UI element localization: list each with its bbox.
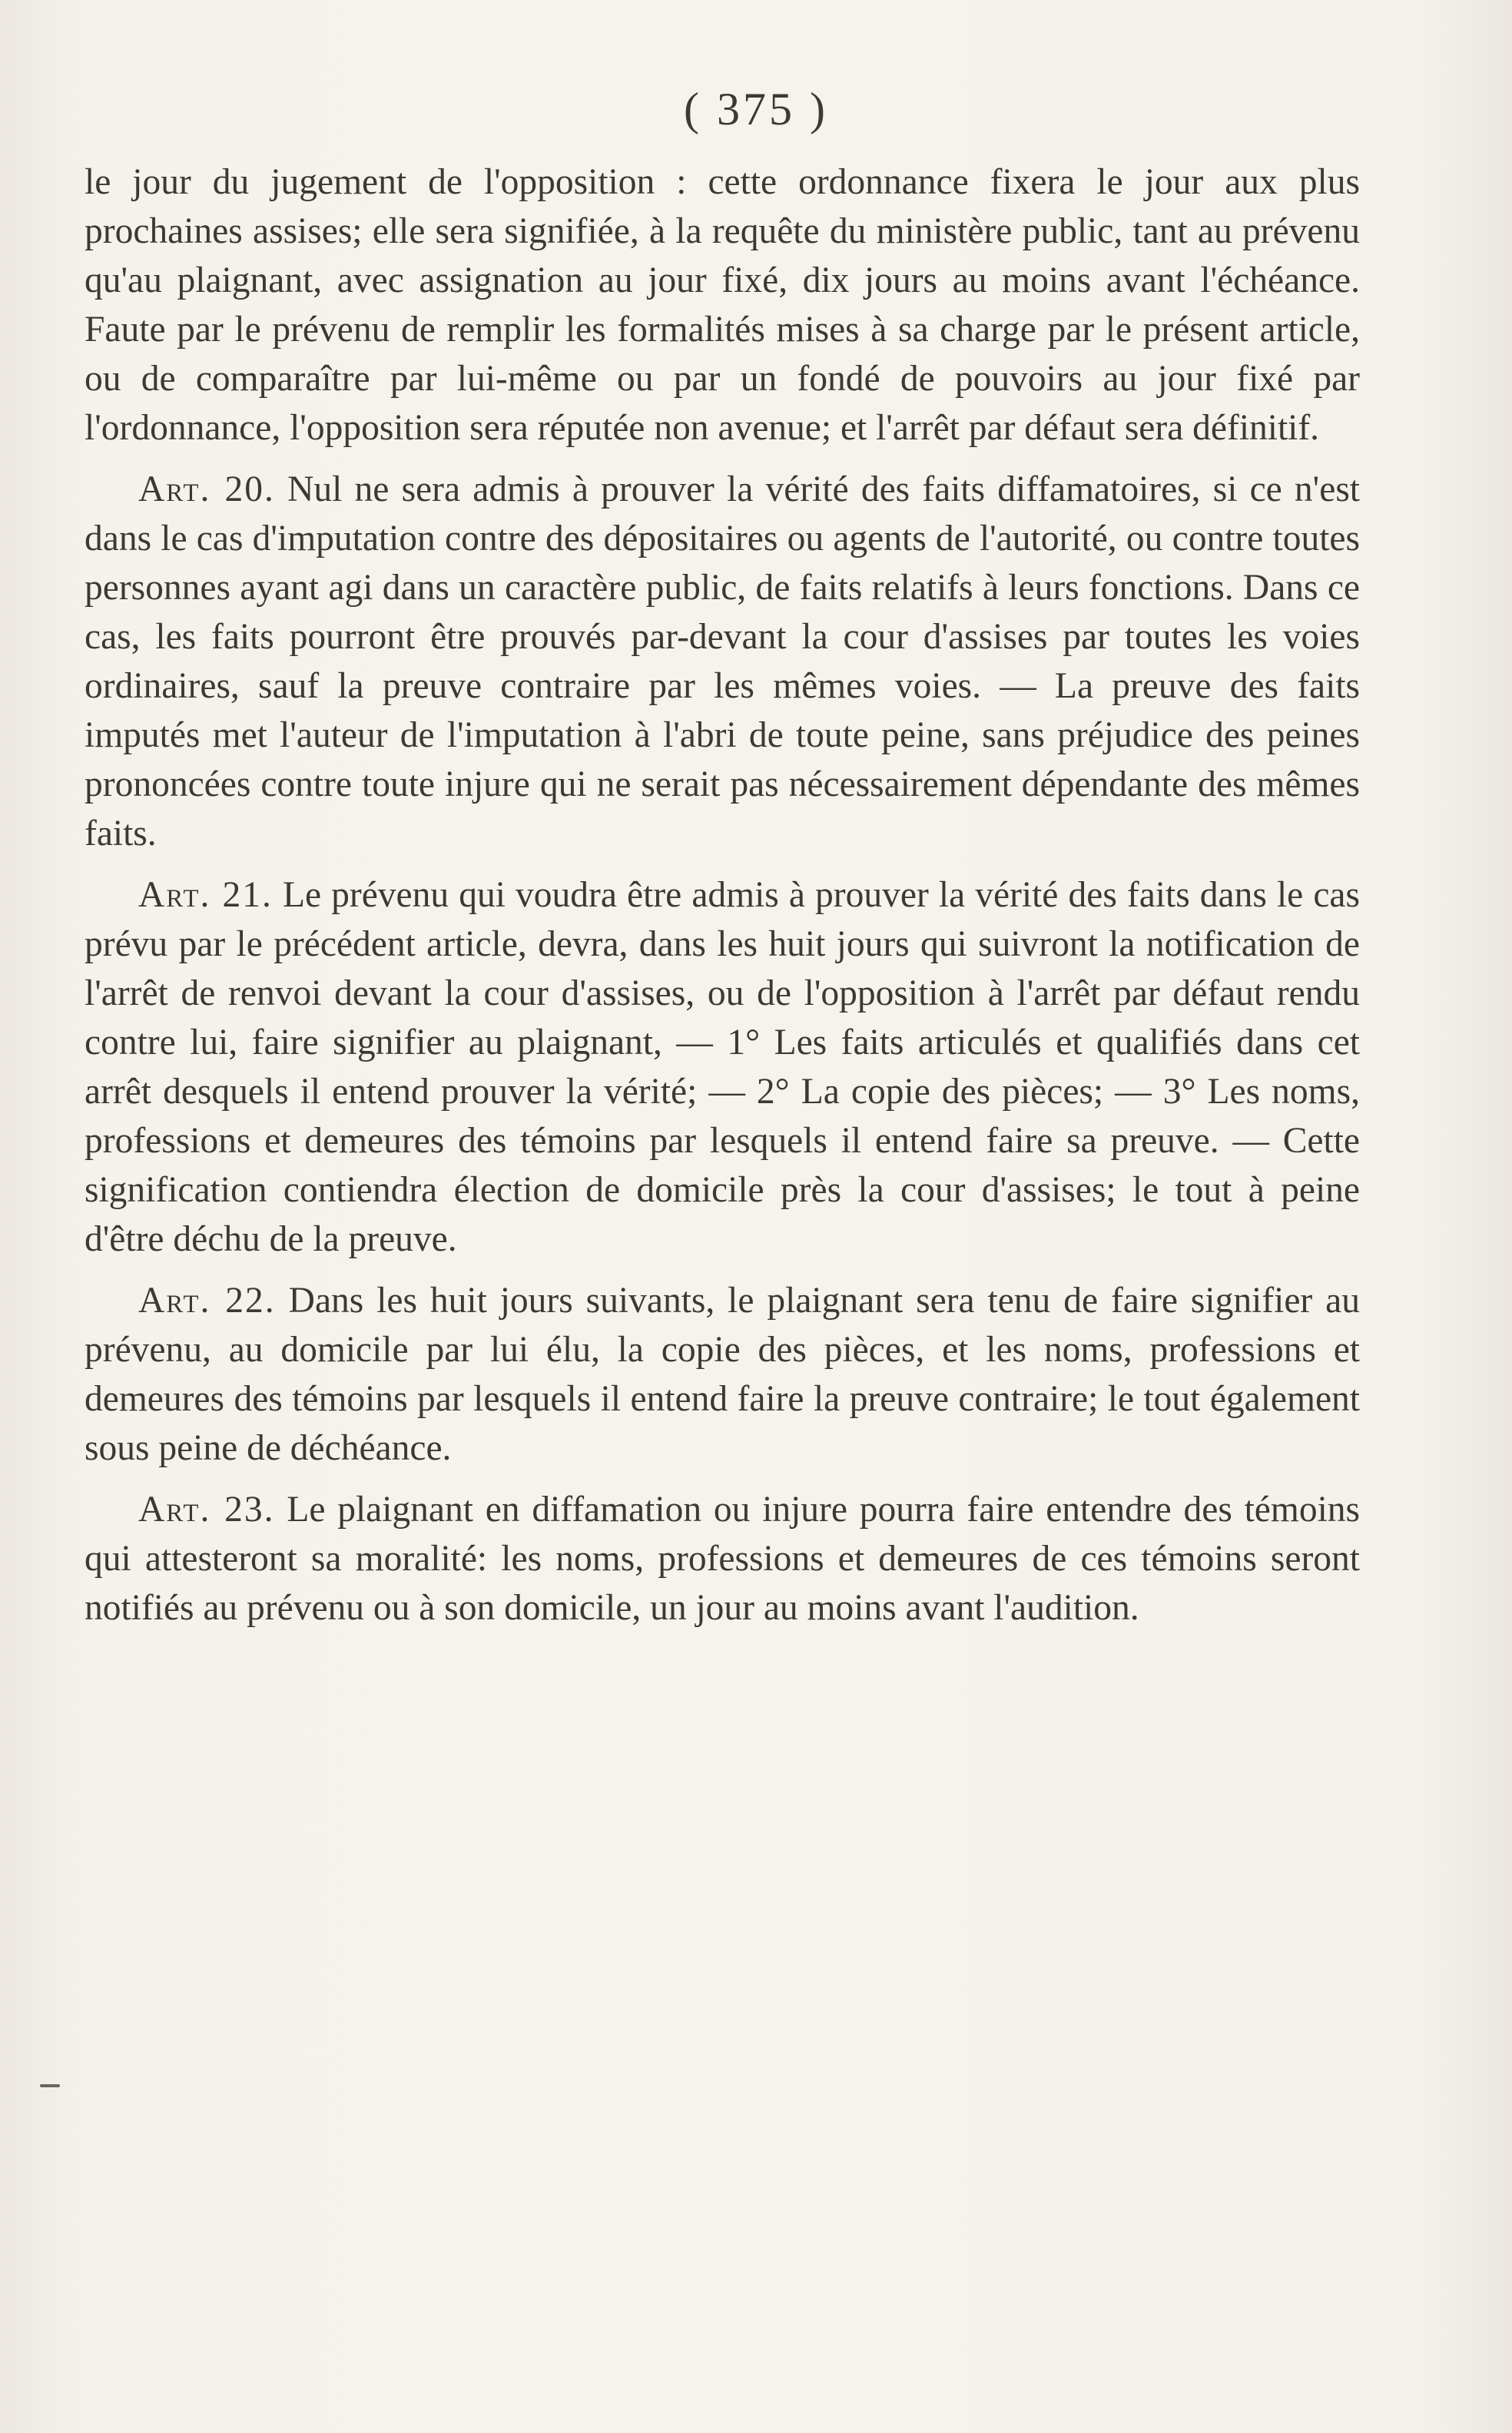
paragraph-text: le jour du jugement de l'opposition : cette ordonnance fixera le jour aux plus prochaines assises; elle sera signifiée, à la requête du ministère public, tant au prévenu qu'au plaignant, avec assignation au jour fixé, dix jours au moins avant l'échéance. Faute par le prévenu de remplir les formalités mises à sa charge par le présent article, ou de comparaître par lui-même ou par un fondé de pouvoirs au jour fixé par l'ordonnance, l'opposition sera réputée non avenue; et l'arrêt par défaut sera définitif.: [85, 162, 1360, 448]
article-23: [85, 1485, 1360, 1632]
page-body: [85, 157, 1360, 1632]
article-22: [85, 1276, 1360, 1473]
paragraph-continuation: [85, 157, 1360, 452]
margin-dash-mark: [40, 2084, 60, 2087]
paragraph-text: Dans les huit jours suivants, le plaignant sera tenu de faire signifier au prévenu, au domicile par lui élu, la copie des pièces, et les noms, professions et demeures des témoins par lesquels il entend faire la preuve contraire; le tout également sous peine de déchéance.: [85, 1281, 1360, 1468]
article-label: Art. 23.: [138, 1490, 275, 1530]
article-label: Art. 22.: [138, 1281, 276, 1321]
paragraph-text: Nul ne sera admis à prouver la vérité des faits diffamatoires, si ce n'est dans le cas d'imputation contre des dépositaires ou agents de l'autorité, ou contre toutes personnes ayant agi dans un caractère public, de faits relatifs à leurs fonctions. Dans ce cas, les faits pourront être prouvés par-devant la cour d'assises par toutes les voies ordinaires, sauf la preuve contraire par les mêmes voies. — La preuve des faits imputés met l'auteur de l'imputation à l'abri de toute peine, sans préjudice des peines prononcées contre toute injure qui ne serait pas nécessairement dépendante des mêmes faits.: [85, 469, 1361, 854]
paragraph-text: Le prévenu qui voudra être admis à prouver la vérité des faits dans le cas prévu par le précédent article, devra, dans les huit jours qui suivront la notification de l'arrêt de renvoi devant la cour d'assises, ou de l'opposition à l'arrêt par défaut rendu contre lui, faire signifier au plaignant, — 1° Les faits articulés et qualifiés dans cet arrêt desquels il entend prouver la vérité; — 2° La copie des pièces; — 3° Les noms, professions et demeures des témoins par lesquels il entend faire sa preuve. — Cette signification contiendra élection de domicile près la cour d'assises; le tout à peine d'être déchu de la preuve.: [85, 875, 1360, 1259]
article-20: [85, 465, 1360, 858]
paragraph-text: Le plaignant en diffamation ou injure pourra faire entendre des témoins qui attesteront sa moralité: les noms, professions et demeures de ces témoins seront notifiés au prévenu ou à son domicile, un jour au moins avant l'audition.: [85, 1490, 1361, 1628]
article-label: Art. 20.: [138, 469, 275, 509]
page-number: ( 375 ): [684, 84, 828, 134]
article-21: [85, 870, 1360, 1264]
article-label: Art. 21.: [138, 875, 273, 915]
